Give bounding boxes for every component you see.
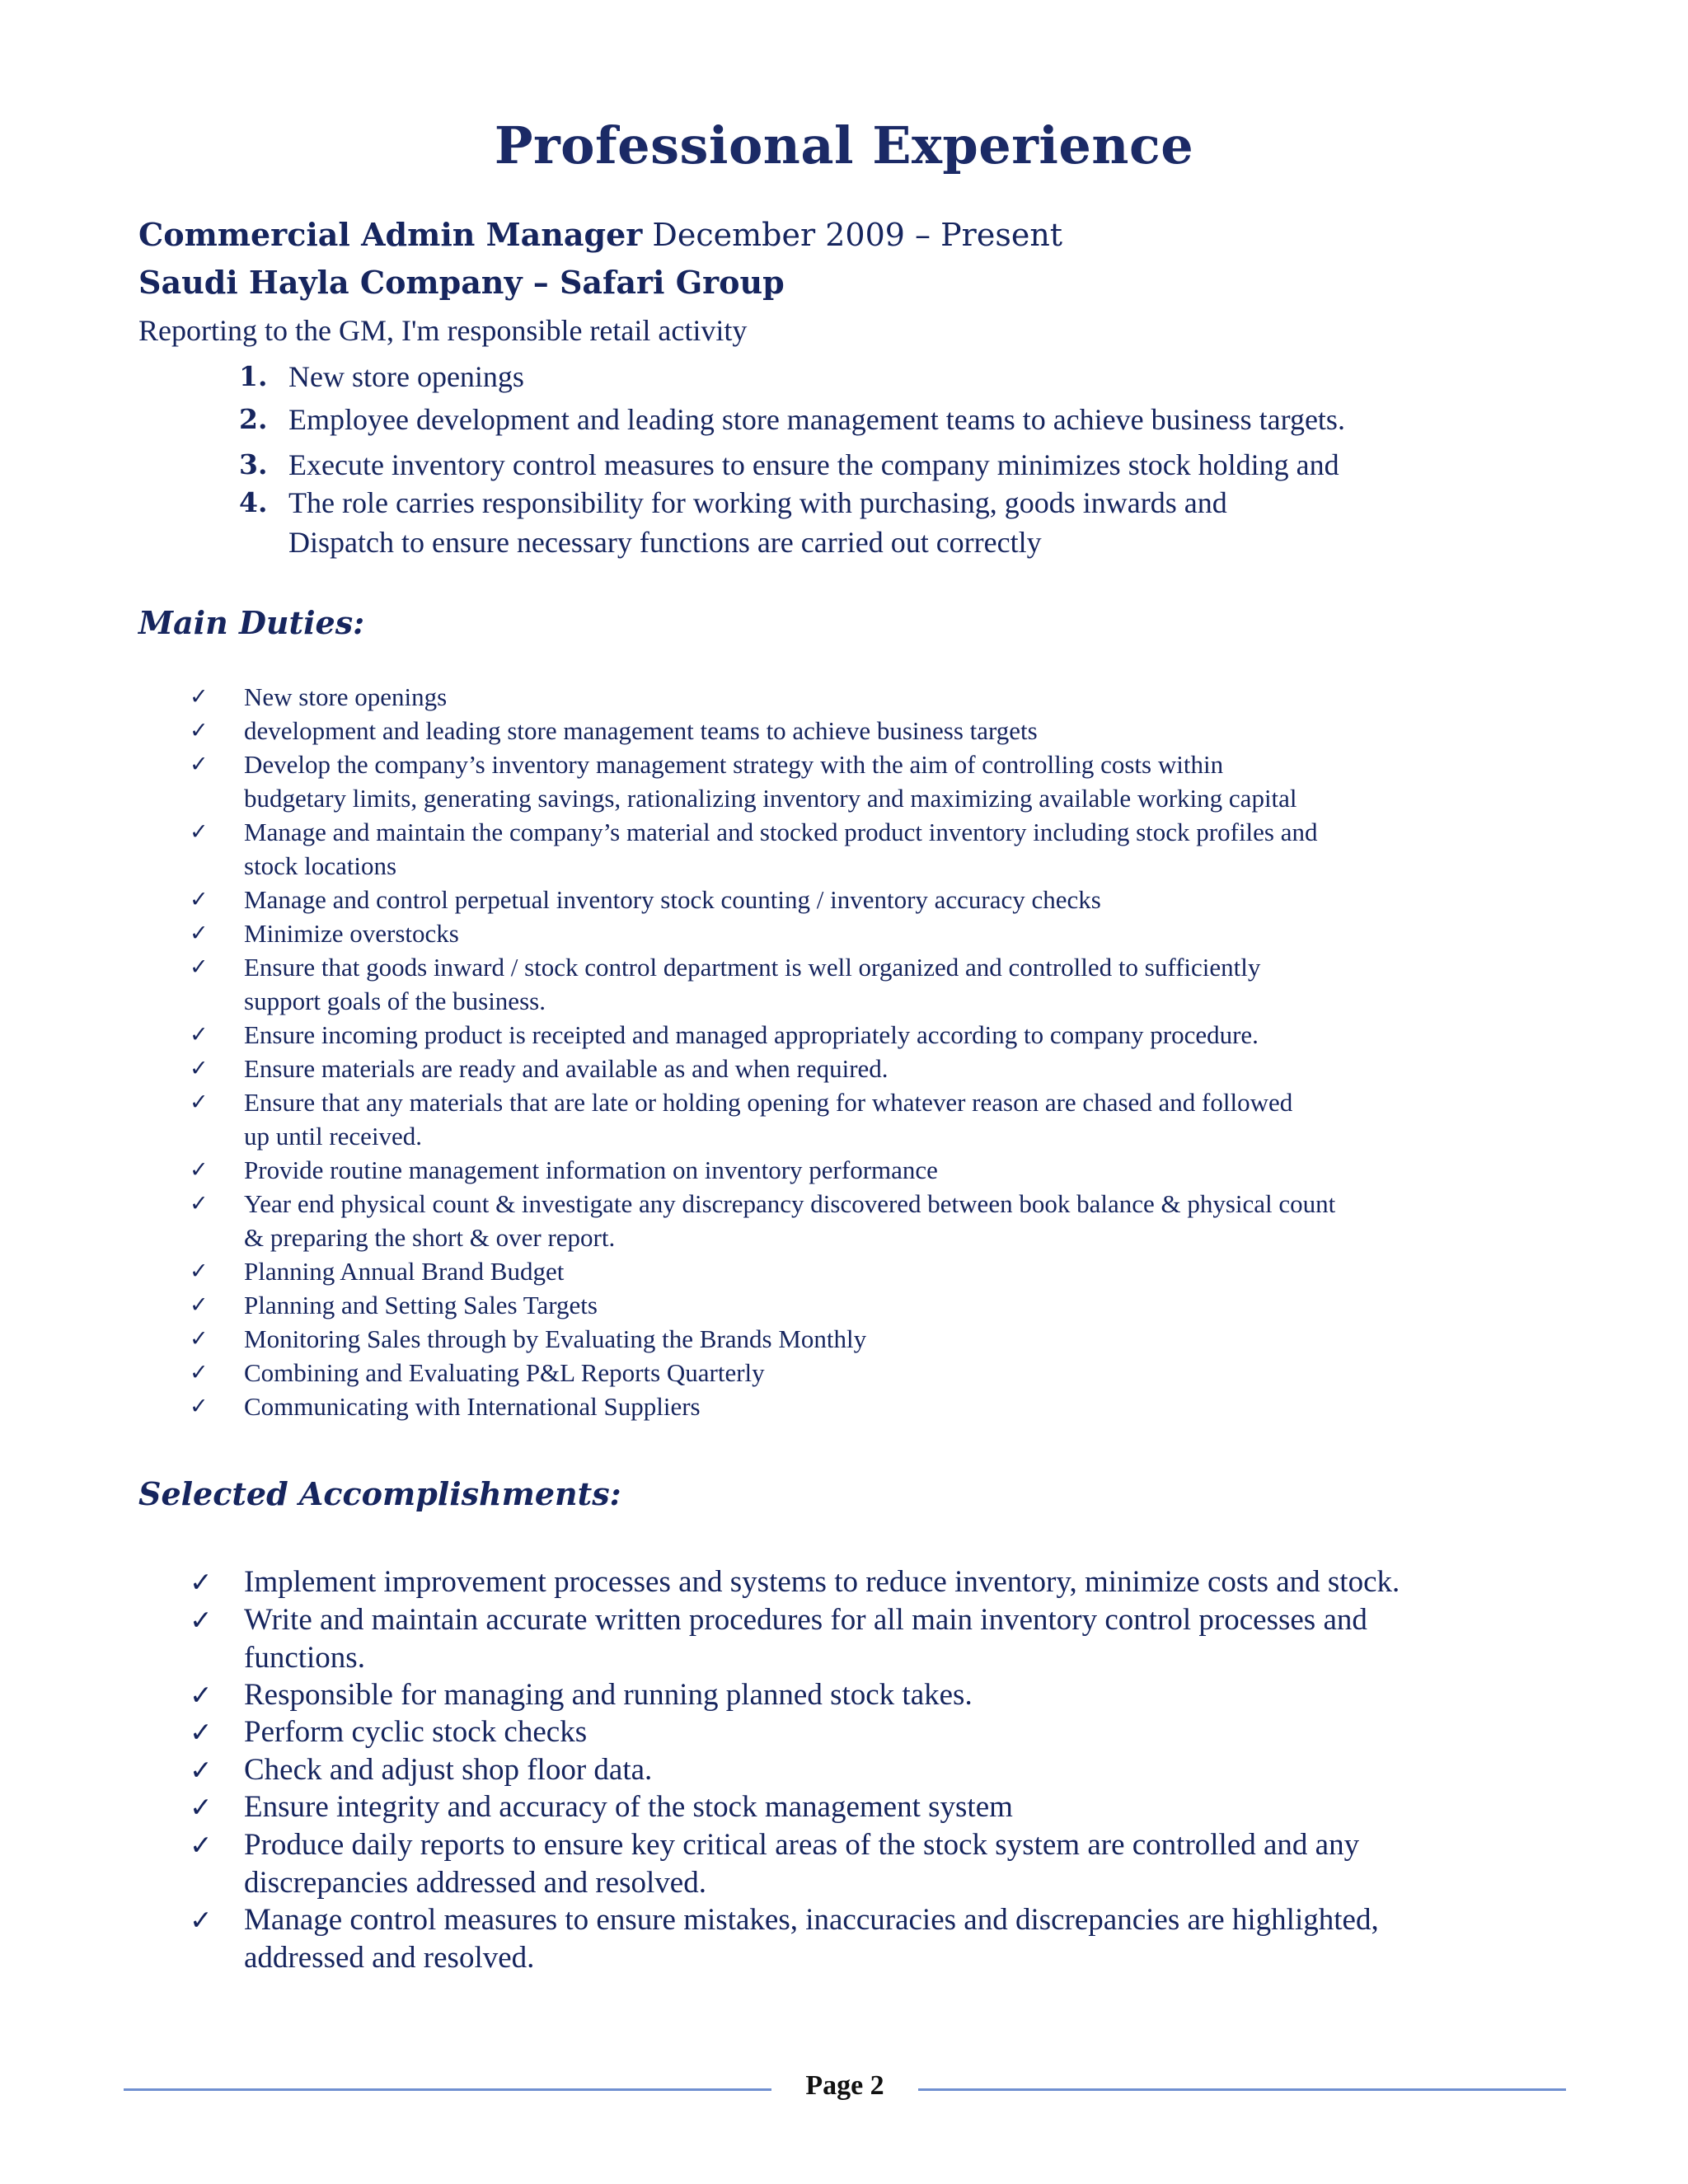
item-text — [244, 1288, 1563, 1322]
item-text — [244, 1751, 1563, 1789]
accomplishments-heading: Selected Accomplishments: — [138, 1475, 621, 1512]
company-name: Saudi Hayla Company – Safari Group — [138, 264, 785, 301]
item-number: 2. — [239, 403, 268, 435]
item-text — [244, 1788, 1563, 1826]
checkmark-icon: ✓ — [190, 1360, 209, 1385]
checkmark-icon: ✓ — [190, 819, 209, 845]
item-line: Responsible for managing and running planned stock takes. — [244, 1677, 973, 1712]
checkmark-icon: ✓ — [190, 887, 209, 912]
job-dates: December 2009 – Present — [652, 217, 1063, 253]
checkmark-icon: ✓ — [190, 1056, 209, 1081]
item-text — [288, 483, 1227, 562]
item-text — [244, 1085, 1563, 1153]
item-text — [244, 1826, 1563, 1902]
item-line: support goals of the business. — [244, 987, 546, 1015]
checkmark-icon: ✓ — [190, 1258, 209, 1284]
item-line: Perform cyclic stock checks — [244, 1715, 588, 1749]
item-text — [244, 1018, 1563, 1052]
checkmark-icon: ✓ — [190, 1090, 209, 1115]
page-number: Page 2 — [805, 2070, 884, 2101]
item-line: Develop the company’s inventory management strategy with the aim of controlling costs within — [244, 750, 1224, 779]
item-line: Manage control measures to ensure mistakes, inaccuracies and discrepancies are highlighted, — [244, 1902, 1379, 1937]
item-line: Implement improvement processes and systems to reduce inventory, minimize costs and stock. — [244, 1565, 1400, 1599]
checkmark-icon: ✓ — [190, 1022, 209, 1047]
item-line: Manage and maintain the company’s material and stocked product inventory including stock profiles and — [244, 818, 1318, 846]
checkmark-icon: ✓ — [190, 1828, 213, 1861]
item-line: Ensure incoming product is receipted and managed appropriately according to company procedure. — [244, 1020, 1259, 1049]
item-line: Planning Annual Brand Budget — [244, 1257, 565, 1286]
item-text — [244, 1153, 1563, 1187]
checkmark-icon: ✓ — [190, 1326, 209, 1352]
checkmark-icon: ✓ — [190, 954, 209, 980]
checkmark-icon: ✓ — [190, 1716, 213, 1748]
item-text — [244, 883, 1563, 916]
item-text — [244, 1713, 1563, 1751]
item-line: development and leading store management teams to achieve business targets — [244, 716, 1038, 745]
item-line: Provide routine management information on inventory performance — [244, 1155, 938, 1184]
item-number: 3. — [239, 448, 268, 480]
item-text — [244, 748, 1563, 815]
item-text — [244, 1901, 1563, 1977]
item-number: 1. — [239, 360, 268, 392]
checkmark-icon: ✓ — [190, 1678, 213, 1711]
checkmark-icon: ✓ — [190, 1753, 213, 1786]
item-number: 4. — [239, 486, 268, 518]
main-duties-heading: Main Duties: — [138, 604, 365, 641]
item-text — [244, 714, 1563, 748]
item-text — [288, 400, 1345, 439]
checkmark-icon: ✓ — [190, 921, 209, 946]
item-line: New store openings — [288, 360, 524, 393]
checkmark-icon: ✓ — [190, 1292, 209, 1318]
checkmark-icon: ✓ — [190, 752, 209, 777]
item-line: up until received. — [244, 1122, 423, 1151]
item-text — [244, 1676, 1563, 1714]
item-line: Manage and control perpetual inventory stock counting / inventory accuracy checks — [244, 885, 1101, 914]
item-line: Year end physical count & investigate any discrepancy discovered between book balance & physical count — [244, 1189, 1336, 1218]
item-line: Dispatch to ensure necessary functions are carried out correctly — [288, 526, 1042, 559]
checkmark-icon: ✓ — [190, 1791, 213, 1823]
checkmark-icon: ✓ — [190, 1903, 213, 1936]
item-text — [244, 1601, 1563, 1677]
checkmark-icon: ✓ — [190, 1191, 209, 1216]
job-role: Commercial Admin Manager — [138, 216, 643, 253]
checkmark-icon: ✓ — [190, 1394, 209, 1419]
item-line: budgetary limits, generating savings, rationalizing inventory and maximizing available working capital — [244, 784, 1297, 813]
checkmark-icon: ✓ — [190, 718, 209, 743]
item-text — [244, 1322, 1563, 1356]
item-text — [244, 950, 1563, 1018]
item-line: Check and adjust shop floor data. — [244, 1752, 653, 1787]
item-line: Communicating with International Suppliers — [244, 1392, 701, 1421]
item-text — [244, 1254, 1563, 1288]
item-line: Write and maintain accurate written procedures for all main inventory control processes and — [244, 1602, 1367, 1637]
item-line: New store openings — [244, 682, 448, 711]
item-text — [288, 445, 1339, 485]
checkmark-icon: ✓ — [190, 1603, 213, 1636]
item-line: Produce daily reports to ensure key critical areas of the stock system are controlled and any — [244, 1827, 1360, 1862]
item-line: Ensure materials are ready and available as and when required. — [244, 1054, 889, 1083]
item-text — [244, 916, 1563, 950]
checkmark-icon: ✓ — [190, 684, 209, 710]
item-text — [288, 357, 524, 396]
footer-rule-left — [124, 2088, 771, 2091]
item-text — [244, 680, 1563, 714]
item-line: Ensure that goods inward / stock control department is well organized and controlled to sufficiently — [244, 953, 1261, 982]
item-line: & preparing the short & over report. — [244, 1223, 616, 1252]
item-line: Ensure that any materials that are late or holding opening for whatever reason are chased and followed — [244, 1088, 1293, 1117]
item-line: functions. — [244, 1640, 365, 1675]
item-text — [244, 1187, 1563, 1254]
item-line: Employee development and leading store management teams to achieve business targets. — [288, 403, 1345, 436]
item-line: The role carries responsibility for working with purchasing, goods inwards and — [288, 486, 1227, 519]
page-title: Professional Experience — [494, 115, 1194, 176]
item-text — [244, 1390, 1563, 1423]
item-line: Execute inventory control measures to ensure the company minimizes stock holding and — [288, 448, 1339, 481]
item-line: Combining and Evaluating P&L Reports Quarterly — [244, 1358, 765, 1387]
item-line: Planning and Setting Sales Targets — [244, 1291, 598, 1319]
item-line: addressed and resolved. — [244, 1940, 535, 1975]
item-text — [244, 815, 1563, 883]
item-text — [244, 1052, 1563, 1085]
item-line: stock locations — [244, 851, 397, 880]
reporting-line: Reporting to the GM, I'm responsible retail activity — [138, 314, 748, 347]
item-line: Monitoring Sales through by Evaluating the Brands Monthly — [244, 1324, 867, 1353]
item-line: discrepancies addressed and resolved. — [244, 1865, 706, 1900]
checkmark-icon: ✓ — [190, 1566, 213, 1598]
item-line: Ensure integrity and accuracy of the stock management system — [244, 1790, 1013, 1824]
item-text — [244, 1563, 1563, 1601]
checkmark-icon: ✓ — [190, 1157, 209, 1183]
item-text — [244, 1356, 1563, 1390]
job-title-line — [138, 216, 1062, 253]
footer-rule-right — [918, 2088, 1566, 2091]
item-line: Minimize overstocks — [244, 919, 459, 948]
